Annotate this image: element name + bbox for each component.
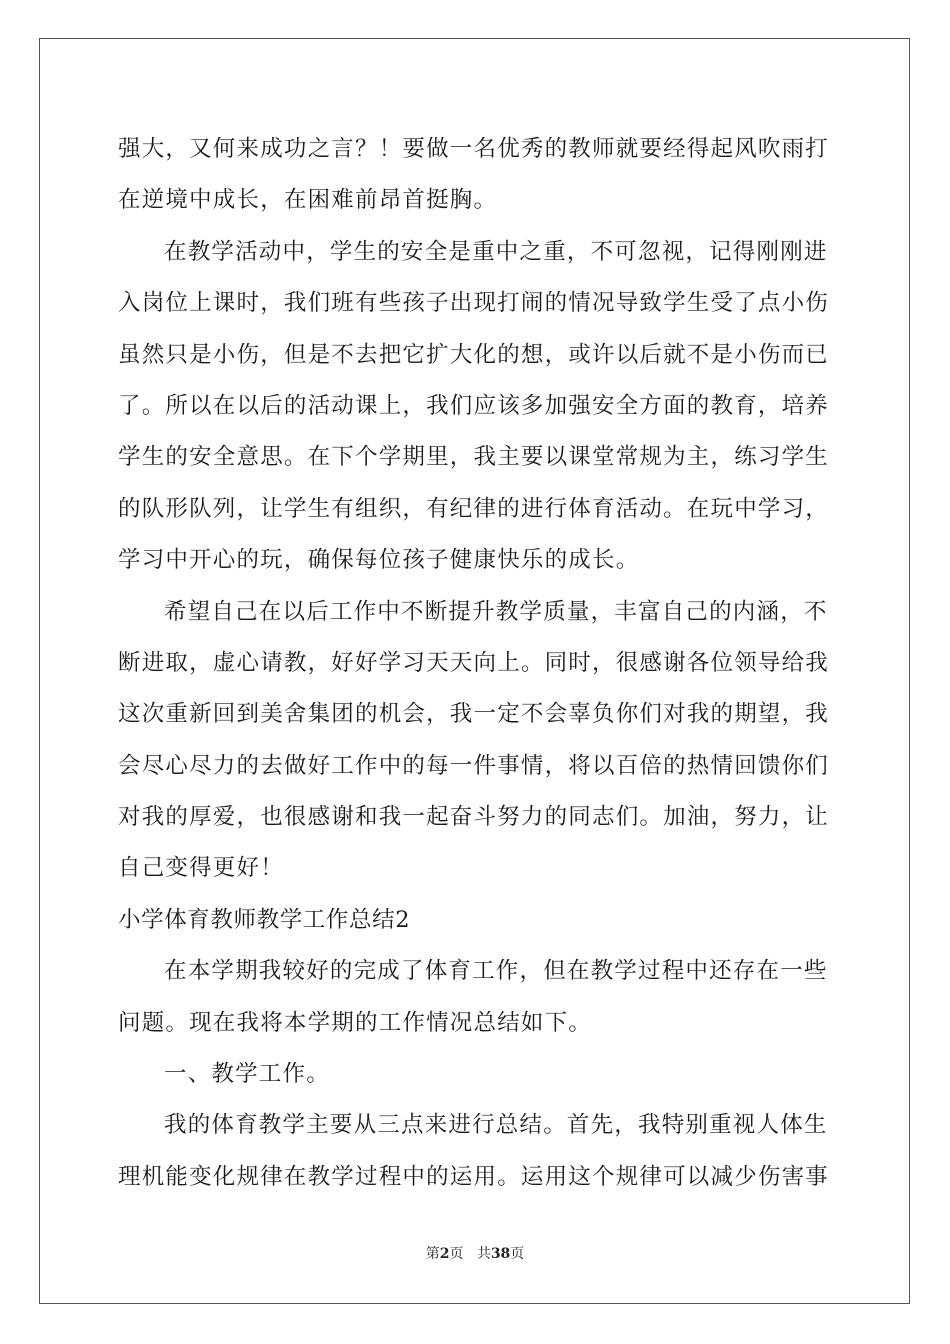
footer-total-prefix: 共 (476, 1246, 491, 1262)
text-line: 理机能变化规律在教学过程中的运用。运用这个规律可以减少伤害事 (118, 1163, 830, 1190)
text-line: 在教学活动中，学生的安全是重中之重，不可忽视，记得刚刚进 (164, 238, 828, 265)
text-line: 这次重新回到美舍集团的机会，我一定不会辜负你们对我的期望，我 (118, 701, 830, 728)
text-line: 会尽心尽力的去做好工作中的每一件事情，将以百倍的热情回馈你们 (118, 752, 830, 779)
text-line: 问题。现在我将本学期的工作情况总结如下。 (118, 1009, 593, 1036)
section-heading: 小学体育教师教学工作总结2 (118, 906, 411, 933)
text-line: 强大，又何来成功之言？！要做一名优秀的教师就要经得起风吹雨打 (118, 136, 830, 162)
text-line: 对我的厚爱，也很感谢和我一起奋斗努力的同志们。加油，努力，让 (118, 804, 830, 831)
text-line: 自己变得更好！ (118, 855, 284, 882)
text-line: 的队形队列，让学生有组织，有纪律的进行体育活动。在玩中学习， (118, 495, 830, 522)
text-line: 了。所以在以后的活动课上，我们应该多加强安全方面的教育，培养 (118, 392, 830, 419)
text-line: 在逆境中成长，在困难前昂首挺胸。 (118, 187, 498, 214)
text-line: 断进取，虚心请教，好好学习天天向上。同时，很感谢各位领导给我 (118, 649, 830, 676)
document-body (118, 124, 838, 1203)
text-line: 在本学期我较好的完成了体育工作，但在教学过程中还存在一些 (164, 958, 828, 985)
text-line: 虽然只是小伤，但是不去把它扩大化的想，或许以后就不是小伤而已 (118, 341, 830, 368)
text-line: 我的体育教学主要从三点来进行总结。首先，我特别重视人体生 (164, 1112, 828, 1139)
footer-page-suffix: 页 (449, 1246, 464, 1262)
footer-total-suffix: 页 (510, 1246, 525, 1262)
page-footer (0, 1244, 950, 1264)
text-line: 希望自己在以后工作中不断提升教学质量，丰富自己的内涵，不 (164, 598, 828, 625)
text-line: 学生的安全意思。在下个学期里，我主要以课堂常规为主，练习学生 (118, 444, 830, 471)
text-line: 学习中开心的玩，确保每位孩子健康快乐的成长。 (118, 547, 640, 574)
footer-total-pages: 38 (490, 1246, 511, 1262)
text-line: 入岗位上课时，我们班有些孩子出现打闹的情况导致学生受了点小伤 (118, 290, 830, 317)
footer-prefix: 第 (425, 1246, 440, 1262)
footer-page-number: 2 (439, 1246, 450, 1262)
text-line: 一、教学工作。 (164, 1061, 330, 1088)
